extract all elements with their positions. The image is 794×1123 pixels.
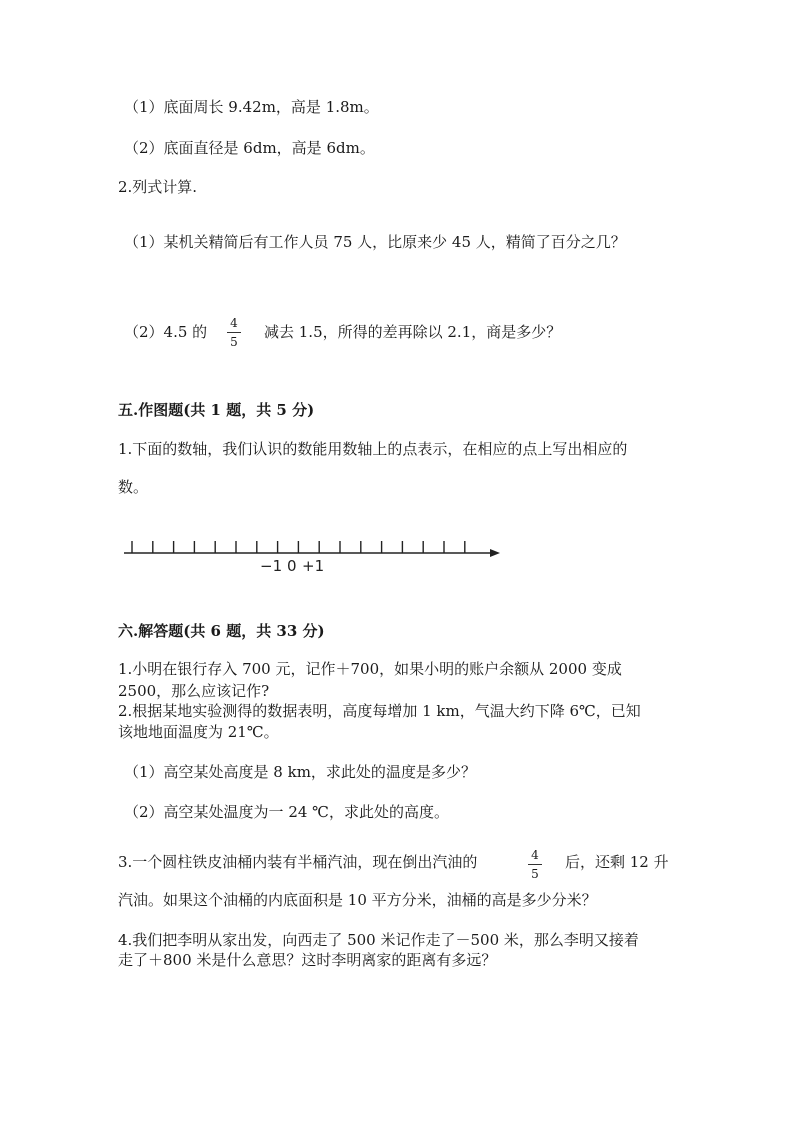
- section-5-heading: 五.作图题(共 1 题，共 5 分): [118, 401, 315, 419]
- section-5-question-1-line-1: 1.下面的数轴，我们认识的数能用数轴上的点表示，在相应的点上写出相应的: [118, 440, 628, 458]
- question-2-sub-2-suffix: 减去 1.5，所得的差再除以 2.1，商是多少？: [264, 323, 562, 341]
- section-6-heading: 六.解答题(共 6 题，共 33 分): [118, 622, 325, 640]
- fraction-four-fifths: [227, 316, 241, 349]
- fraction-four-fifths: [528, 848, 542, 881]
- question-2-sub-1: （1）某机关精简后有工作人员 75 人，比原来少 45 人，精简了百分之几？: [124, 233, 626, 251]
- fraction-numerator: 4: [230, 316, 238, 330]
- fraction-numerator: 4: [531, 848, 539, 862]
- item-circumference: （1）底面周长 9.42m，高是 1.8m。: [124, 98, 379, 116]
- section-6-question-4-line-2: 走了＋800 米是什么意思？这时李明离家的距离有多远？: [118, 951, 497, 969]
- section-6-question-2-line-1: 2.根据某地实验测得的数据表明，高度每增加 1 km，气温大约下降 6℃，已知: [118, 702, 641, 720]
- item-diameter: （2）底面直径是 6dm，高是 6dm。: [124, 139, 375, 157]
- section-6-question-4-line-1: 4.我们把李明从家出发，向西走了 500 米记作走了－500 米，那么李明又接着: [118, 931, 639, 949]
- section-6-question-1-line-2: 2500，那么应该记作?: [118, 682, 270, 700]
- number-line-label-minus-1: −1: [260, 557, 283, 575]
- section-6-question-2-sub-1: （1）高空某处高度是 8 km，求此处的温度是多少？: [124, 763, 476, 781]
- number-line-arrow-icon: [490, 549, 500, 557]
- section-6-question-1-line-1: 1.小明在银行存入 700 元，记作＋700，如果小明的账户余额从 2000 变成: [118, 660, 622, 678]
- fraction-denominator: 5: [531, 867, 539, 881]
- section-6-question-3-line-1-suffix: 后，还剩 12 升: [565, 853, 669, 871]
- question-2-title: 2.列式计算.: [118, 178, 198, 196]
- fraction-bar: [227, 332, 241, 333]
- number-line-label-0: 0: [287, 557, 297, 575]
- fraction-bar: [528, 864, 542, 865]
- section-6-question-2-line-2: 该地地面温度为 21℃。: [118, 723, 279, 741]
- section-5-question-1-line-2: 数。: [118, 478, 149, 496]
- fraction-denominator: 5: [230, 335, 238, 349]
- section-6-question-2-sub-2: （2）高空某处温度为一 24 ℃，求此处的高度。: [124, 803, 449, 821]
- number-line-label-plus-1: +1: [302, 557, 325, 575]
- number-line: [0, 530, 794, 590]
- section-6-question-3-line-1-prefix: 3.一个圆柱铁皮油桶内装有半桶汽油，现在倒出汽油的: [118, 853, 478, 871]
- number-line-ticks: [132, 541, 465, 553]
- question-2-sub-2-prefix: （2）4.5 的: [124, 323, 208, 341]
- section-6-question-3-line-2: 汽油。如果这个油桶的内底面积是 10 平方分米，油桶的高是多少分米？: [118, 891, 597, 909]
